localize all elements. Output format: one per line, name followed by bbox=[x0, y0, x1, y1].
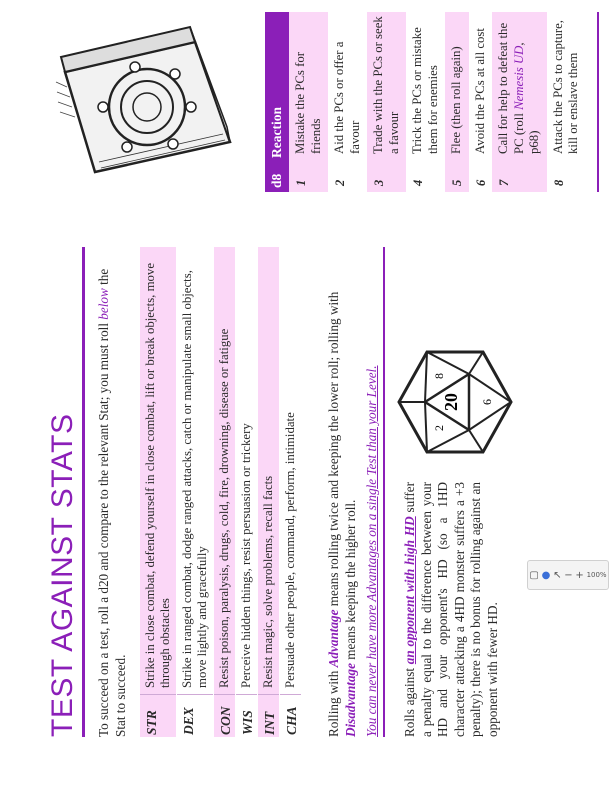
d20-dice-icon bbox=[395, 342, 515, 462]
reaction-row: 4 Trick the PCs or mistake them for enemies bbox=[410, 27, 440, 186]
intro-text: To succeed on a test, roll a d20 and compare to the relevant Stat; you must roll below the Stat to succeed. bbox=[96, 268, 128, 737]
reaction-row: 8 Attack the PCs to capture, kill or enslave them bbox=[550, 20, 580, 186]
svg-text:8: 8 bbox=[432, 373, 446, 379]
svg-text:6: 6 bbox=[480, 399, 494, 405]
stats-table bbox=[140, 247, 302, 737]
stat-desc: Resist poison, paralysis, drugs, cold, fire, drowning, disease or fatigue bbox=[217, 328, 231, 688]
svg-text:20: 20 bbox=[441, 393, 461, 411]
reaction-row: 7 Call for help to defeat the PC (roll Nemesis UD, p68) bbox=[492, 12, 547, 192]
stat-code: WIS bbox=[240, 710, 255, 735]
advantage-limit-note: You can never have more Advantages on a single Test than your Level. bbox=[362, 247, 385, 737]
reaction-row: 6 Avoid the PCs at all cost bbox=[472, 28, 488, 186]
stat-code: INT bbox=[262, 711, 277, 735]
zoom-out-icon[interactable]: − bbox=[564, 569, 573, 581]
reaction-row: 2 Aid the PCs or offer a favour bbox=[332, 41, 362, 186]
reaction-table bbox=[265, 12, 586, 192]
page-icon[interactable]: ▢ bbox=[529, 569, 539, 581]
reaction-row: 1 Mistake the PCs for friends bbox=[289, 12, 328, 192]
stat-row-str bbox=[140, 247, 177, 737]
reaction-row: 5 Flee (then roll again) bbox=[445, 12, 469, 192]
stat-code: CHA bbox=[284, 706, 299, 735]
hd-penalty-text: Rolls against an opponent with high HD suffer a penalty equal to the difference between your HD and your opponent's HD (so a 1HD character attacking a 4HD monster suffers a +3 penalty); there is no bonus for rolling against an opponent with fewer HD. bbox=[402, 481, 500, 737]
record-icon[interactable]: ● bbox=[541, 569, 551, 581]
svg-text:2: 2 bbox=[432, 425, 446, 431]
stat-desc: Perceive hidden things, resist persuasion or trickery bbox=[239, 423, 253, 688]
stat-code: STR bbox=[144, 710, 159, 735]
reaction-table-header: d8 Reaction bbox=[265, 12, 289, 192]
viewer-toolbar bbox=[527, 560, 609, 590]
reaction-row: 3 Trade with the PCs or seek a favour bbox=[367, 12, 406, 192]
stat-row-con bbox=[214, 247, 236, 737]
cursor-icon[interactable]: ↖ bbox=[553, 569, 562, 581]
stat-row-int bbox=[258, 247, 280, 737]
stat-desc: Persuade other people, command, perform, intimidate bbox=[283, 412, 297, 688]
spellbook-illustration bbox=[55, 22, 245, 192]
stat-code: DEX bbox=[181, 707, 196, 735]
advantage-text: Rolling with Advantage means rolling twice and keeping the lower roll; rolling with Disadvantage means keeping the higher roll. bbox=[326, 291, 358, 737]
zoom-level[interactable]: 100% bbox=[586, 571, 607, 579]
stat-desc: Strike in ranged combat, dodge ranged attacks, catch or manipulate small objects, move lightly and gracefully bbox=[180, 270, 209, 688]
title-rule bbox=[82, 247, 85, 737]
stat-row-cha bbox=[280, 247, 302, 737]
page-title: TEST AGAINST STATS bbox=[46, 413, 79, 737]
stat-desc: Resist magic, solve problems, recall facts bbox=[261, 475, 275, 688]
stat-row-dex bbox=[177, 247, 214, 737]
stat-desc: Strike in close combat, defend yourself in close combat, lift or break objects, move through obstacles bbox=[143, 262, 172, 688]
stat-code: CON bbox=[218, 706, 233, 735]
zoom-in-icon[interactable]: + bbox=[575, 569, 584, 581]
reaction-table-rule bbox=[597, 12, 599, 192]
stat-row-wis bbox=[236, 247, 258, 737]
